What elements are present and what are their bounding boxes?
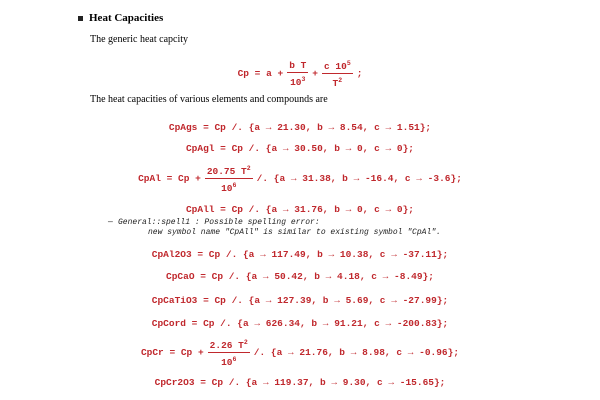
cpal-lhs: CpAl = Cp + — [138, 173, 201, 184]
fraction-numerator: b T — [289, 59, 307, 71]
message-dash: — — [108, 218, 113, 227]
cell-cpal[interactable] — [0, 163, 600, 194]
fraction-denominator: $10^3$ — [290, 75, 306, 88]
formula-lhs: Cp = a + — [237, 68, 284, 79]
message-line-2: new symbol name "CpAll" is similar to existing symbol "CpAl". — [148, 228, 441, 237]
cell-cpcord[interactable]: CpCord = Cp /. {a → 626.34, b → 91.21, c → -200.83}; — [151, 318, 449, 329]
section-bullet-icon — [78, 16, 83, 21]
message-line-1: General::spell1 : Possible spelling error: — [118, 218, 320, 227]
cpal-tail: /. {a → 31.38, b → -16.4, c → -3.6}; — [256, 173, 462, 184]
cpcr-lhs: CpCr = Cp + — [140, 347, 204, 358]
cell-cpcao[interactable]: CpCaO = Cp /. {a → 50.42, b → 4.18, c → -8.49}; — [166, 271, 434, 282]
fraction-bT — [287, 60, 308, 88]
section-title: Heat Capacities — [89, 12, 164, 24]
intro-text: The generic heat capcity — [90, 34, 188, 45]
cell-cpall[interactable]: CpAll = Cp /. {a → 31.76, b → 0, c → 0}; — [185, 204, 415, 215]
cell-cpags[interactable]: CpAgs = Cp /. {a → 21.30, b → 8.54, c → 1.51}; — [168, 122, 432, 133]
generic-formula-cell[interactable] — [0, 58, 600, 89]
cell-cpcr2o3[interactable]: CpCr2O3 = Cp /. {a → 119.37, b → 9.30, c → -15.65}; — [154, 377, 446, 388]
formula-tail: ; — [356, 68, 363, 79]
list-intro-text: The heat capacities of various elements and compounds are — [90, 94, 328, 105]
plus-sign: + — [312, 68, 318, 79]
cpcr-tail: /. {a → 21.76, b → 8.98, c → -0.96}; — [253, 347, 460, 358]
fraction-denominator: $T^2$ — [332, 77, 343, 89]
spelling-warning-message — [108, 218, 441, 238]
fraction-numerator: c $10^5$ — [324, 60, 351, 72]
cell-cpal2o3[interactable]: CpAl2O3 = Cp /. {a → 117.49, b → 10.38, c → -37.11}; — [151, 249, 449, 260]
fraction-cpal: $\frac{20.75 T^2}{10^6}$ — [206, 165, 251, 194]
cell-cpagl[interactable]: CpAgl = Cp /. {a → 30.50, b → 0, c → 0}; — [185, 143, 415, 154]
fraction-c — [322, 58, 353, 89]
section-heading[interactable] — [78, 12, 163, 24]
cell-cpcatio3[interactable]: CpCaTiO3 = Cp /. {a → 127.39, b → 5.69, c → -27.99}; — [151, 295, 449, 306]
fraction-cpcr: $\frac{2.26 T^2}{10^6}$ — [209, 339, 248, 368]
cell-cpcr[interactable] — [0, 337, 600, 368]
